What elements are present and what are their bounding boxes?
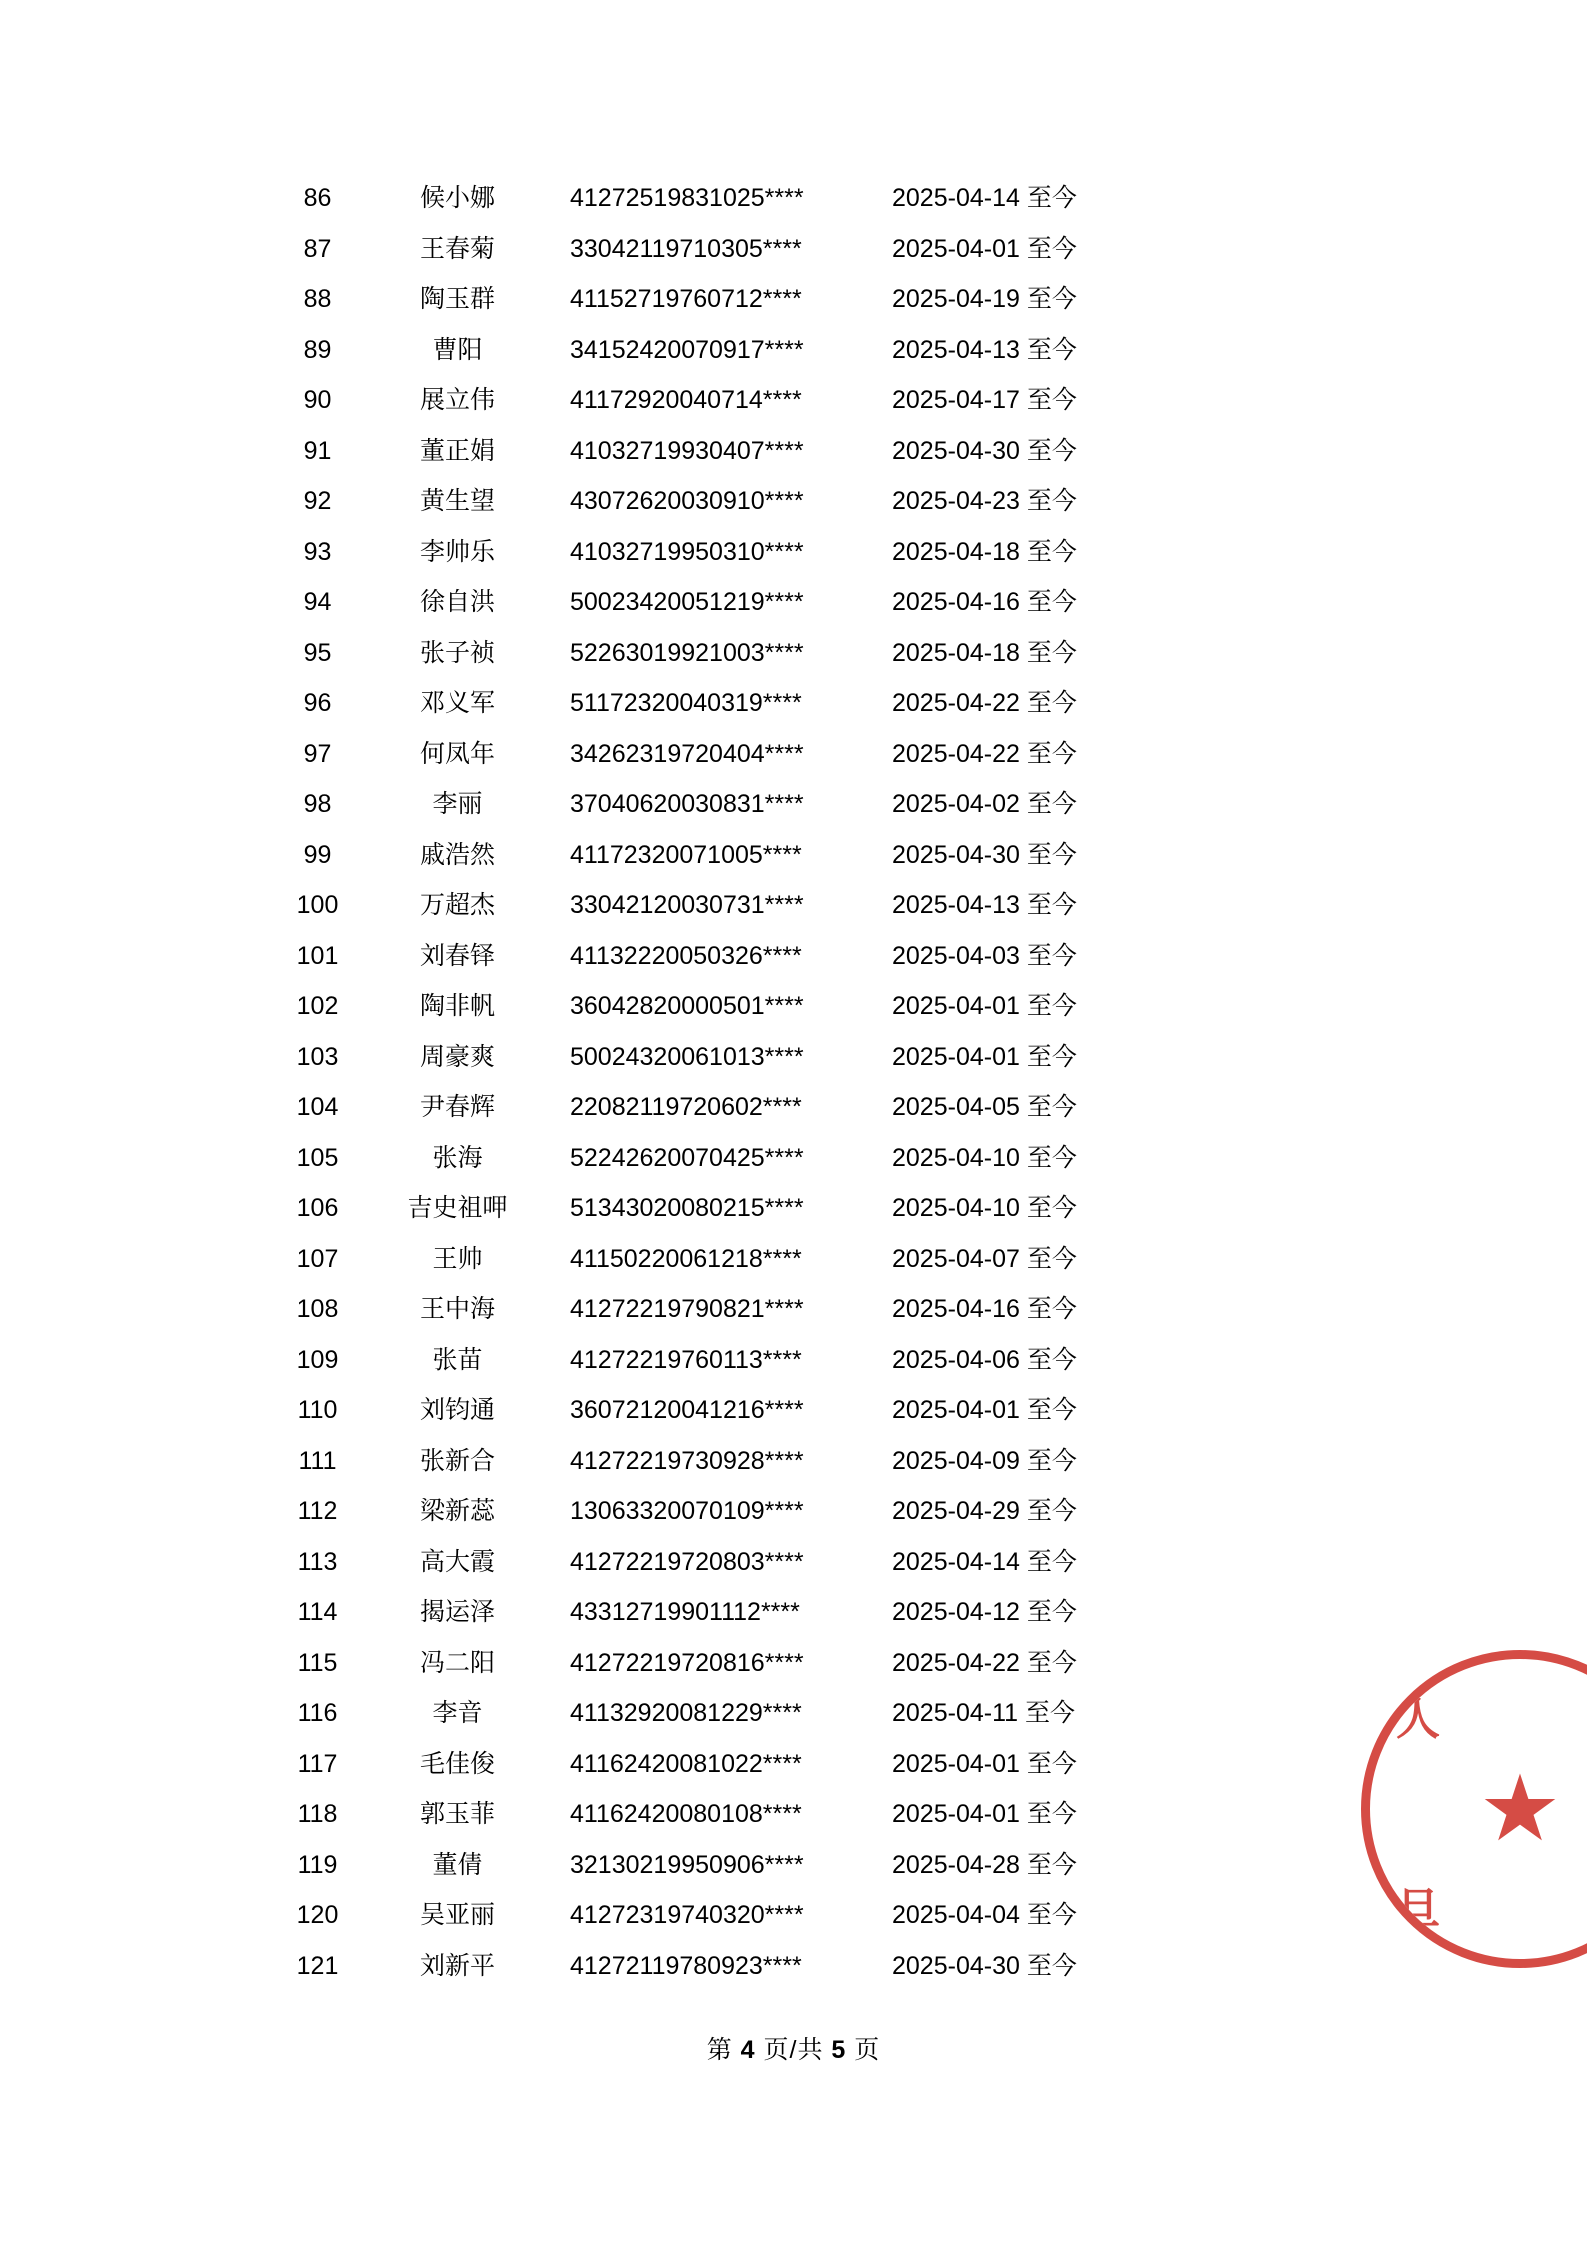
row-date-range: 2025-04-13 至今 — [892, 335, 1077, 364]
footer-middle: 页/共 — [763, 2036, 824, 2064]
table-row — [270, 835, 1250, 886]
row-name: 王中海 — [419, 1295, 495, 1323]
footer-prefix: 第 — [706, 2036, 733, 2064]
row-name: 冯二阳 — [419, 1648, 495, 1677]
row-index: 92 — [303, 487, 332, 515]
row-name: 尹春辉 — [419, 1093, 495, 1121]
row-index: 118 — [297, 1800, 338, 1828]
footer-current-page: 4 — [740, 2036, 756, 2064]
table-row — [270, 1491, 1250, 1542]
row-index: 115 — [297, 1648, 338, 1677]
row-name: 张海 — [432, 1143, 483, 1172]
row-id-number: 41272219720803**** — [570, 1547, 804, 1576]
row-name: 曹阳 — [432, 335, 483, 364]
row-id-number: 33042119710305**** — [570, 234, 802, 263]
row-id-number: 41162420081022**** — [570, 1749, 802, 1778]
table-row — [270, 1340, 1250, 1391]
page-footer — [0, 2030, 1587, 2066]
row-id-number: 41032719950310**** — [570, 537, 804, 566]
table-row — [270, 178, 1250, 229]
row-date-range: 2025-04-11 至今 — [892, 1699, 1075, 1727]
row-id-number: 50024320061013**** — [570, 1042, 804, 1071]
row-index: 95 — [303, 638, 332, 667]
row-name: 董倩 — [432, 1850, 483, 1879]
row-date-range: 2025-04-10 至今 — [892, 1194, 1077, 1222]
row-date-range: 2025-04-04 至今 — [892, 1901, 1077, 1929]
row-id-number: 43072620030910**** — [570, 487, 804, 515]
row-date-range: 2025-04-01 至今 — [892, 1042, 1077, 1071]
row-id-number: 41272219720816**** — [570, 1648, 804, 1677]
row-index: 108 — [296, 1295, 339, 1323]
row-id-number: 41172320071005**** — [570, 840, 802, 869]
table-row — [270, 1895, 1250, 1946]
row-id-number: 50023420051219**** — [570, 588, 804, 616]
row-name: 张新合 — [419, 1446, 495, 1475]
table-row — [270, 1037, 1250, 1088]
row-id-number: 41132220050326**** — [570, 941, 802, 970]
row-id-number: 36042820000501**** — [570, 992, 804, 1020]
roster-table — [270, 178, 1250, 1996]
row-index: 111 — [298, 1446, 337, 1475]
seal-text-bottom: 旦 — [1396, 1885, 1440, 1934]
row-name: 高大霞 — [419, 1547, 495, 1576]
row-name: 王春菊 — [419, 234, 495, 263]
row-name: 毛佳俊 — [419, 1749, 495, 1778]
row-index: 120 — [296, 1901, 339, 1929]
row-index: 119 — [297, 1850, 338, 1879]
table-row — [270, 1441, 1250, 1492]
row-index: 93 — [303, 537, 332, 566]
row-date-range: 2025-04-30 至今 — [892, 436, 1077, 465]
row-name: 刘钧通 — [419, 1396, 495, 1424]
row-index: 101 — [296, 941, 339, 970]
row-name: 揭运泽 — [419, 1598, 495, 1626]
row-id-number: 41272319740320**** — [570, 1901, 804, 1929]
row-date-range: 2025-04-23 至今 — [892, 487, 1077, 515]
table-row — [270, 1188, 1250, 1239]
row-id-number: 51343020080215**** — [570, 1194, 804, 1222]
footer-total-pages: 5 — [831, 2036, 847, 2064]
table-row — [270, 784, 1250, 835]
row-date-range: 2025-04-01 至今 — [892, 992, 1077, 1020]
table-row — [270, 1744, 1250, 1795]
table-row — [270, 936, 1250, 987]
row-id-number: 41132920081229**** — [570, 1699, 802, 1727]
row-index: 106 — [296, 1194, 339, 1222]
row-date-range: 2025-04-01 至今 — [892, 234, 1077, 263]
row-name: 刘春铎 — [419, 941, 495, 970]
row-name: 展立伟 — [419, 386, 495, 414]
row-index: 88 — [303, 285, 332, 313]
row-date-range: 2025-04-05 至今 — [892, 1093, 1077, 1121]
row-date-range: 2025-04-14 至今 — [892, 1547, 1077, 1576]
footer-suffix: 页 — [854, 2036, 881, 2064]
table-row — [270, 1845, 1250, 1896]
row-id-number: 41032719930407**** — [570, 436, 804, 465]
row-name: 李音 — [432, 1699, 483, 1727]
row-name: 陶非帆 — [419, 992, 495, 1020]
row-date-range: 2025-04-30 至今 — [892, 840, 1077, 869]
row-index: 114 — [297, 1598, 338, 1626]
row-date-range: 2025-04-10 至今 — [892, 1143, 1077, 1172]
row-index: 105 — [296, 1143, 339, 1172]
row-date-range: 2025-04-02 至今 — [892, 790, 1077, 818]
row-id-number: 41152719760712**** — [570, 285, 802, 313]
row-index: 103 — [296, 1042, 339, 1071]
table-row — [270, 1087, 1250, 1138]
row-date-range: 2025-04-16 至今 — [892, 1295, 1077, 1323]
row-index: 96 — [303, 689, 332, 717]
row-id-number: 32130219950906**** — [570, 1850, 804, 1879]
row-name: 梁新蕊 — [419, 1497, 495, 1525]
row-id-number: 33042120030731**** — [570, 891, 804, 919]
row-index: 99 — [303, 840, 332, 869]
row-name: 万超杰 — [419, 891, 495, 919]
row-index: 90 — [303, 386, 332, 414]
row-id-number: 36072120041216**** — [570, 1396, 804, 1424]
table-row — [270, 229, 1250, 280]
table-row — [270, 1239, 1250, 1290]
row-date-range: 2025-04-16 至今 — [892, 588, 1077, 616]
row-id-number: 41272519831025**** — [570, 184, 804, 212]
table-row — [270, 1289, 1250, 1340]
row-date-range: 2025-04-01 至今 — [892, 1396, 1077, 1424]
row-index: 87 — [303, 234, 332, 263]
row-name: 郭玉菲 — [419, 1800, 495, 1828]
row-name: 吴亚丽 — [419, 1901, 495, 1929]
row-name: 邓义军 — [419, 689, 495, 717]
row-id-number: 22082119720602**** — [570, 1093, 802, 1121]
row-date-range: 2025-04-14 至今 — [892, 184, 1077, 212]
row-id-number: 41272219760113**** — [570, 1345, 802, 1374]
table-row — [270, 633, 1250, 684]
row-id-number: 52242620070425**** — [570, 1143, 804, 1172]
table-row — [270, 582, 1250, 633]
row-date-range: 2025-04-06 至今 — [892, 1345, 1077, 1374]
table-row — [270, 1643, 1250, 1694]
table-row — [270, 885, 1250, 936]
row-name: 陶玉群 — [419, 285, 495, 313]
row-date-range: 2025-04-30 至今 — [892, 1951, 1077, 1980]
row-name: 王帅 — [432, 1244, 483, 1273]
row-id-number: 13063320070109**** — [570, 1497, 804, 1525]
row-date-range: 2025-04-29 至今 — [892, 1497, 1077, 1525]
table-row — [270, 330, 1250, 381]
row-name: 何凤年 — [419, 739, 495, 768]
row-date-range: 2025-04-22 至今 — [892, 739, 1077, 768]
row-index: 104 — [296, 1093, 339, 1121]
row-id-number: 41272219790821**** — [570, 1295, 804, 1323]
row-id-number: 37040620030831**** — [570, 790, 804, 818]
row-index: 94 — [303, 588, 332, 616]
row-index: 89 — [303, 335, 332, 364]
row-index: 109 — [296, 1345, 339, 1374]
row-id-number: 51172320040319**** — [570, 689, 802, 717]
table-row — [270, 1592, 1250, 1643]
table-row — [270, 1693, 1250, 1744]
row-date-range: 2025-04-18 至今 — [892, 537, 1077, 566]
row-index: 91 — [303, 436, 332, 465]
row-name: 李帅乐 — [419, 537, 495, 566]
row-name: 周豪爽 — [419, 1042, 495, 1071]
row-date-range: 2025-04-01 至今 — [892, 1800, 1077, 1828]
row-date-range: 2025-04-07 至今 — [892, 1244, 1077, 1273]
table-row — [270, 532, 1250, 583]
table-row — [270, 481, 1250, 532]
table-row — [270, 279, 1250, 330]
row-date-range: 2025-04-01 至今 — [892, 1749, 1077, 1778]
row-index: 100 — [296, 891, 339, 919]
row-id-number: 34152420070917**** — [570, 335, 804, 364]
row-id-number: 34262319720404**** — [570, 739, 804, 768]
row-name: 刘新平 — [419, 1951, 495, 1980]
row-date-range: 2025-04-28 至今 — [892, 1850, 1077, 1879]
table-row — [270, 1542, 1250, 1593]
row-id-number: 43312719901112**** — [570, 1598, 800, 1626]
row-name: 戚浩然 — [419, 840, 495, 869]
row-id-number: 41272219730928**** — [570, 1446, 804, 1475]
seal-star-icon: ★ — [1478, 1758, 1562, 1860]
row-index: 110 — [297, 1396, 338, 1424]
table-row — [270, 683, 1250, 734]
row-index: 112 — [297, 1497, 338, 1525]
row-name: 张苗 — [432, 1345, 483, 1374]
table-row — [270, 1390, 1250, 1441]
row-name: 李丽 — [432, 790, 483, 818]
table-row — [270, 1138, 1250, 1189]
row-date-range: 2025-04-19 至今 — [892, 285, 1077, 313]
row-id-number: 41162420080108**** — [570, 1800, 802, 1828]
row-index: 98 — [303, 790, 332, 818]
row-id-number: 41150220061218**** — [570, 1244, 802, 1273]
row-id-number: 52263019921003**** — [570, 638, 804, 667]
row-date-range: 2025-04-03 至今 — [892, 941, 1077, 970]
row-index: 116 — [297, 1699, 338, 1727]
table-row — [270, 1794, 1250, 1845]
row-index: 97 — [303, 739, 332, 768]
row-date-range: 2025-04-17 至今 — [892, 386, 1077, 414]
official-seal-icon — [1361, 1650, 1587, 1968]
row-name: 徐自洪 — [419, 588, 495, 616]
row-name: 吉史祖呷 — [407, 1194, 508, 1222]
row-id-number: 41172920040714**** — [570, 386, 802, 414]
row-date-range: 2025-04-09 至今 — [892, 1446, 1077, 1475]
table-row — [270, 431, 1250, 482]
row-name: 黄生望 — [419, 487, 495, 515]
row-name: 董正娟 — [419, 436, 495, 465]
table-row — [270, 1946, 1250, 1997]
row-index: 86 — [303, 184, 332, 212]
row-index: 107 — [296, 1244, 339, 1273]
row-date-range: 2025-04-13 至今 — [892, 891, 1077, 919]
seal-text-top: 人 — [1396, 1695, 1440, 1744]
row-name: 候小娜 — [419, 184, 495, 212]
row-id-number: 41272119780923**** — [570, 1951, 802, 1980]
row-index: 113 — [297, 1547, 338, 1576]
row-index: 117 — [297, 1749, 338, 1778]
row-date-range: 2025-04-12 至今 — [892, 1598, 1077, 1626]
row-index: 121 — [296, 1951, 339, 1980]
table-row — [270, 734, 1250, 785]
row-date-range: 2025-04-22 至今 — [892, 1648, 1077, 1677]
table-row — [270, 380, 1250, 431]
row-index: 102 — [296, 992, 339, 1020]
row-name: 张子祯 — [419, 638, 495, 667]
row-date-range: 2025-04-22 至今 — [892, 689, 1077, 717]
row-date-range: 2025-04-18 至今 — [892, 638, 1077, 667]
table-row — [270, 986, 1250, 1037]
